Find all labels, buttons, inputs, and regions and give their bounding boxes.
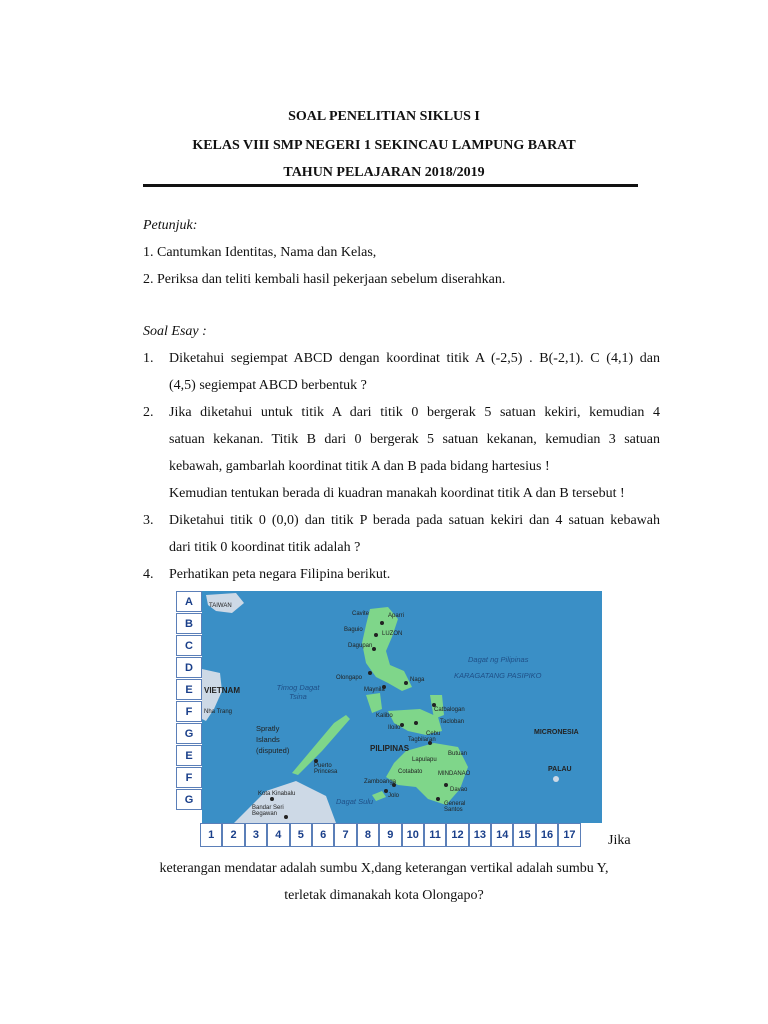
map-label: MINDANAO <box>438 771 471 777</box>
doc-year-line: TAHUN PELAJARAN 2018/2019 <box>283 165 485 180</box>
map-label: Dagat ng Pilipinas <box>468 655 529 664</box>
doc-title: SOAL PENELITIAN SIKLUS I <box>288 109 480 124</box>
row-label: C <box>176 635 202 656</box>
instruction-item: 2. Periksa dan teliti kembali hasil pekerjaan sebelum diserahkan. <box>143 272 506 287</box>
column-label: 4 <box>267 823 289 847</box>
city-dot <box>372 647 376 651</box>
city-dot <box>404 681 408 685</box>
column-label: 9 <box>379 823 401 847</box>
column-label: 6 <box>312 823 334 847</box>
column-label: 13 <box>469 823 491 847</box>
sea-area <box>202 591 602 823</box>
map-label: Tacloban <box>440 719 465 725</box>
row-label: D <box>176 657 202 678</box>
question-number: 4. <box>143 567 154 582</box>
map-label: Dagat Sulu <box>336 797 374 806</box>
map-label: Cebu <box>426 731 441 737</box>
city-dot <box>444 783 448 787</box>
column-label: 17 <box>558 823 580 847</box>
map-label: TAIWAN <box>209 603 232 609</box>
question-line: Diketahui segiempat ABCD dengan koordinat titik A (-2,5) . B(-2,1). C (4,1) dan <box>169 351 660 366</box>
map-label: Iloilo <box>388 725 401 731</box>
question-line: kebawah, gambarlah koordinat titik A dan B pada bidang hartesius ! <box>169 459 550 474</box>
city-dot <box>380 621 384 625</box>
philippines-map <box>176 591 606 849</box>
map-label: Bandar Seri Begawan <box>252 805 284 817</box>
map-column-labels <box>200 823 581 847</box>
question-line: keterangan mendatar adalah sumbu X,dang keterangan vertikal adalah sumbu Y, <box>159 861 609 876</box>
map-label: Maynila <box>364 687 385 693</box>
question-line: (4,5) segiempat ABCD berbentuk ? <box>169 378 367 393</box>
column-label: 3 <box>245 823 267 847</box>
map-label: Puerto Princesa <box>314 763 338 775</box>
instructions-heading: Petunjuk: <box>143 218 198 233</box>
map-label: Spratly Islands (disputed) <box>256 724 290 755</box>
question-line: satuan kekanan. Titik B dari 0 bergerak 5 satuan kekanan, kemudian 3 satuan <box>169 432 660 447</box>
row-label: F <box>176 767 202 788</box>
map-label: Tagbilaran <box>408 737 436 743</box>
doc-class-line: KELAS VIII SMP NEGERI 1 SEKINCAU LAMPUNG BARAT <box>192 138 576 153</box>
row-label: A <box>176 591 202 612</box>
map-label: General Santos <box>444 801 466 813</box>
column-label: 2 <box>222 823 244 847</box>
row-label: F <box>176 701 202 722</box>
map-label: Olongapo <box>336 675 363 681</box>
question-line: Jika diketahui untuk titik A dari titik 0 bergerak 5 satuan kekiri, kemudian 4 <box>169 405 660 420</box>
map-label: PALAU <box>548 766 572 773</box>
row-label: E <box>176 679 202 700</box>
map-label: Davao <box>450 787 468 793</box>
question-number: 1. <box>143 351 154 366</box>
essay-heading: Soal Esay : <box>143 324 207 339</box>
column-label: 7 <box>334 823 356 847</box>
question-line: Diketahui titik 0 (0,0) dan titik P berada pada satuan kekiri dan 4 satuan kebawah <box>169 513 660 528</box>
column-label: 8 <box>357 823 379 847</box>
map-label: Nha Trang <box>204 709 233 715</box>
row-label: E <box>176 745 202 766</box>
map-graphic <box>176 591 606 849</box>
question-line: Jika <box>608 833 631 848</box>
question-line: Kemudian tentukan berada di kuadran manakah koordinat titik A dan B tersebut ! <box>169 486 625 501</box>
map-label: Baguio <box>344 627 363 633</box>
row-label: B <box>176 613 202 634</box>
map-label: Zamboanga <box>364 779 397 785</box>
map-label: LUZON <box>382 631 403 637</box>
map-label: Jolo <box>388 793 400 799</box>
row-label: G <box>176 723 202 744</box>
question-line: dari titik 0 koordinat titik adalah ? <box>169 540 361 555</box>
question-line: terletak dimanakah kota Olongapo? <box>284 888 484 903</box>
map-label: Cavite <box>352 611 370 617</box>
map-row-labels <box>176 591 204 811</box>
palau-land <box>553 776 559 782</box>
map-label: Timog Dagat Tsina <box>276 683 320 701</box>
city-dot <box>436 797 440 801</box>
map-label: KARAGATANG PASIPIKO <box>454 671 542 680</box>
city-dot <box>270 797 274 801</box>
map-label: Cotabato <box>398 769 423 775</box>
row-label: G <box>176 789 202 810</box>
instruction-item: 1. Cantumkan Identitas, Nama dan Kelas, <box>143 245 377 260</box>
map-label: Aparri <box>388 613 405 619</box>
city-dot <box>368 671 372 675</box>
column-label: 12 <box>446 823 468 847</box>
map-label: Kalibo <box>376 713 393 719</box>
map-label: MICRONESIA <box>534 729 579 736</box>
city-dot <box>414 721 418 725</box>
column-label: 11 <box>424 823 446 847</box>
city-dot <box>374 633 378 637</box>
city-dot <box>400 723 404 727</box>
map-label: Dagupan <box>348 643 373 649</box>
column-label: 5 <box>290 823 312 847</box>
column-label: 10 <box>402 823 424 847</box>
question-line: Perhatikan peta negara Filipina berikut. <box>169 567 391 582</box>
header-divider <box>143 184 638 187</box>
map-label: Naga <box>410 677 425 683</box>
map-label: Kota Kinabalu <box>258 791 296 797</box>
question-number: 3. <box>143 513 154 528</box>
map-label: Catbalogan <box>434 707 465 713</box>
column-label: 14 <box>491 823 513 847</box>
map-label: Butuan <box>448 751 468 757</box>
column-label: 1 <box>200 823 222 847</box>
column-label: 15 <box>513 823 535 847</box>
map-label: PILIPINAS <box>370 744 410 753</box>
column-label: 16 <box>536 823 558 847</box>
question-number: 2. <box>143 405 154 420</box>
map-label: Lapulapu <box>412 757 437 763</box>
map-label: VIETNAM <box>204 686 240 695</box>
